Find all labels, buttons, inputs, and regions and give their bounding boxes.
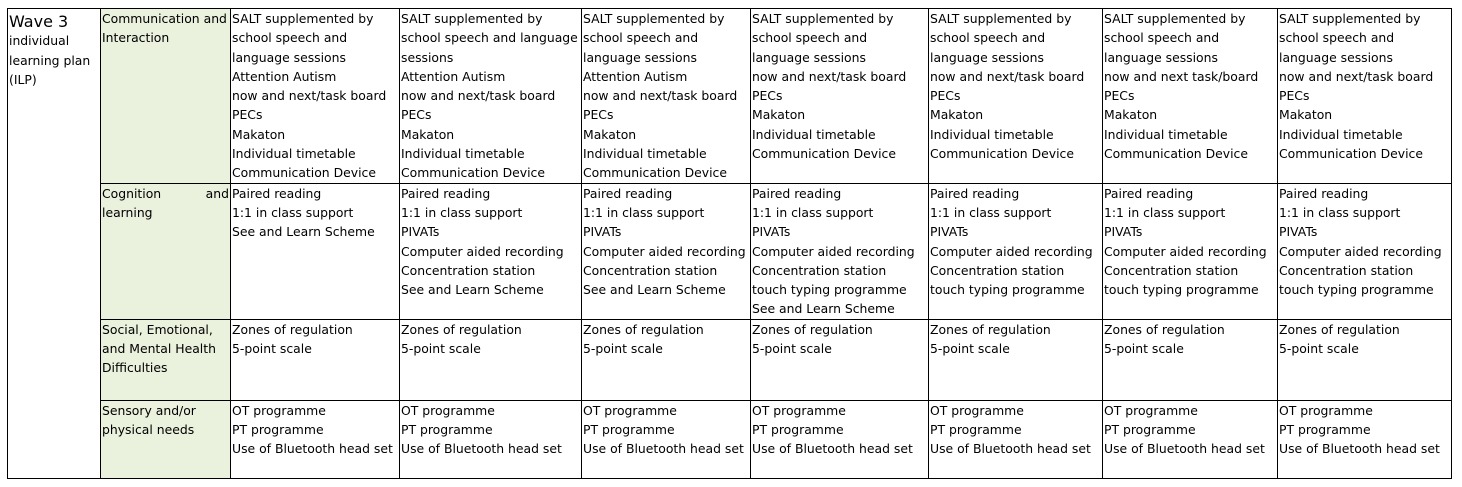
provision-item: Computer aided recording <box>1279 243 1442 259</box>
need-area-label: Social, Emotional, and Mental Health Difficulties <box>102 321 216 376</box>
provision-item: Concentration station <box>1279 262 1414 278</box>
provision-item: Use of Bluetooth head set <box>752 441 913 457</box>
ilp-provision-table <box>7 8 1452 479</box>
provision-item: Concentration station <box>583 262 718 278</box>
provision-item: PT programme <box>930 422 1022 438</box>
provision-item: Individual timetable <box>583 146 707 162</box>
provision-cell <box>400 9 582 184</box>
provision-item: 5-point scale <box>583 341 663 357</box>
provision-item: 5-point scale <box>1104 341 1184 357</box>
provision-item: Concentration station <box>930 262 1065 278</box>
provision-item: Paired reading <box>583 185 673 201</box>
provision-item: Computer aided recording <box>1104 243 1267 259</box>
provision-cell <box>1103 400 1278 478</box>
provision-item: now and next/task board <box>401 88 556 104</box>
provision-item: now and next/task board <box>752 68 907 84</box>
provision-item: Use of Bluetooth head set <box>930 441 1091 457</box>
provision-cell <box>751 319 929 400</box>
provision-item: PECs <box>930 88 961 104</box>
provision-item: Makaton <box>1104 107 1158 123</box>
provision-cell <box>231 9 400 184</box>
provision-item: Makaton <box>752 107 806 123</box>
provision-item: SALT supplemented by school speech and language sessions <box>1279 11 1421 65</box>
wave-title: Wave 3 <box>9 12 69 31</box>
provision-item: PIVATs <box>401 224 440 240</box>
provision-cell <box>929 319 1103 400</box>
provision-item: Use of Bluetooth head set <box>1279 441 1440 457</box>
provision-item: PECs <box>1104 88 1135 104</box>
provision-item: OT programme <box>583 402 677 418</box>
provision-item: PECs <box>752 88 783 104</box>
provision-item: 5-point scale <box>232 341 312 357</box>
provision-cell <box>582 9 751 184</box>
provision-cell <box>400 183 582 319</box>
provision-item: touch typing programme <box>1279 282 1434 298</box>
provision-cell <box>751 400 929 478</box>
need-area-label: Cognition and learning <box>102 185 229 220</box>
provision-item: OT programme <box>1104 402 1198 418</box>
provision-item: touch typing programme <box>752 282 907 298</box>
provision-cell <box>400 400 582 478</box>
provision-item: Zones of regulation <box>1279 321 1400 337</box>
provision-item: Concentration station <box>752 262 887 278</box>
provision-item: Attention Autism <box>232 68 337 84</box>
provision-cell <box>1103 319 1278 400</box>
provision-item: Communication Device <box>1279 146 1423 162</box>
provision-cell <box>1103 9 1278 184</box>
provision-cell <box>231 400 400 478</box>
need-area-cell <box>101 183 231 319</box>
provision-cell <box>582 400 751 478</box>
provision-item: 5-point scale <box>752 341 832 357</box>
provision-item: PT programme <box>1104 422 1196 438</box>
table-row-communication <box>8 9 1452 184</box>
provision-item: Communication Device <box>1104 146 1248 162</box>
provision-item: Paired reading <box>232 185 322 201</box>
provision-cell <box>1278 400 1452 478</box>
provision-item: PIVATs <box>1104 224 1143 240</box>
provision-item: Individual timetable <box>752 126 876 142</box>
provision-item: 1:1 in class support <box>232 204 354 220</box>
provision-item: Attention Autism <box>583 68 688 84</box>
provision-item: See and Learn Scheme <box>232 224 375 240</box>
provision-item: Attention Autism <box>401 68 506 84</box>
need-area-label: Sensory and/or physical needs <box>102 402 196 438</box>
provision-item: PT programme <box>752 422 844 438</box>
provision-item: Computer aided recording <box>583 243 746 259</box>
provision-item: 1:1 in class support <box>583 204 705 220</box>
provision-item: Concentration station <box>401 262 536 278</box>
provision-item: PIVATs <box>752 224 791 240</box>
provision-cell <box>1103 183 1278 319</box>
provision-item: OT programme <box>930 402 1024 418</box>
provision-item: PIVATs <box>1279 224 1318 240</box>
provision-item: Paired reading <box>752 185 842 201</box>
provision-item: PECs <box>232 107 263 123</box>
provision-item: Zones of regulation <box>752 321 873 337</box>
provision-item: PECs <box>1279 88 1310 104</box>
provision-item: Zones of regulation <box>401 321 522 337</box>
provision-item: Zones of regulation <box>1104 321 1225 337</box>
provision-cell <box>400 319 582 400</box>
provision-item: Use of Bluetooth head set <box>232 441 393 457</box>
provision-cell <box>582 319 751 400</box>
provision-item: Individual timetable <box>930 126 1054 142</box>
table-row-sensory <box>8 400 1452 478</box>
provision-cell <box>1278 183 1452 319</box>
provision-item: 1:1 in class support <box>401 204 523 220</box>
provision-item: PT programme <box>1279 422 1371 438</box>
provision-item: OT programme <box>1279 402 1373 418</box>
provision-item: 1:1 in class support <box>1104 204 1226 220</box>
provision-item: Communication Device <box>232 165 376 181</box>
provision-item: SALT supplemented by school speech and language sessions <box>232 11 374 65</box>
provision-item: 5-point scale <box>1279 341 1359 357</box>
provision-item: Use of Bluetooth head set <box>583 441 744 457</box>
provision-item: Communication Device <box>583 165 727 181</box>
provision-item: Individual timetable <box>1104 126 1228 142</box>
provision-item: Zones of regulation <box>232 321 353 337</box>
provision-item: Individual timetable <box>1279 126 1403 142</box>
provision-cell <box>929 400 1103 478</box>
need-area-label: Communication and Interaction <box>102 11 227 46</box>
provision-cell <box>231 319 400 400</box>
provision-cell <box>1278 9 1452 184</box>
provision-item: PT programme <box>232 422 324 438</box>
table-body <box>8 9 1452 479</box>
provision-item: Paired reading <box>401 185 491 201</box>
provision-cell <box>929 183 1103 319</box>
provision-item: PIVATs <box>930 224 969 240</box>
provision-item: now and next/task board <box>930 68 1085 84</box>
provision-item: Zones of regulation <box>930 321 1051 337</box>
provision-item: SALT supplemented by school speech and language sessions <box>1104 11 1246 65</box>
provision-item: now and next/task board <box>232 88 387 104</box>
provision-item: Paired reading <box>1279 185 1369 201</box>
provision-item: touch typing programme <box>1104 282 1259 298</box>
provision-item: Makaton <box>1279 107 1333 123</box>
provision-item: now and next/task board <box>583 88 738 104</box>
provision-item: See and Learn Scheme <box>401 282 544 298</box>
provision-item: SALT supplemented by school speech and language sessions <box>930 11 1072 65</box>
provision-item: SALT supplemented by school speech and language sessions <box>401 11 578 65</box>
provision-item: 5-point scale <box>401 341 481 357</box>
wave-subtitle: individual learning plan (ILP) <box>9 33 91 87</box>
provision-item: Communication Device <box>401 165 545 181</box>
provision-item: See and Learn Scheme <box>583 282 726 298</box>
provision-item: SALT supplemented by school speech and language sessions <box>583 11 725 65</box>
table-row-cognition <box>8 183 1452 319</box>
provision-item: now and next task/board <box>1104 68 1259 84</box>
table-row-semh <box>8 319 1452 400</box>
provision-item: 1:1 in class support <box>752 204 874 220</box>
provision-item: See and Learn Scheme <box>752 301 895 317</box>
provision-cell <box>929 9 1103 184</box>
provision-item: OT programme <box>401 402 495 418</box>
provision-item: now and next/task board <box>1279 68 1434 84</box>
provision-item: Computer aided recording <box>752 243 915 259</box>
provision-item: PECs <box>583 107 614 123</box>
need-area-cell <box>101 9 231 184</box>
provision-cell <box>582 183 751 319</box>
provision-cell <box>231 183 400 319</box>
provision-item: Paired reading <box>930 185 1020 201</box>
wave-label-cell <box>8 9 101 479</box>
provision-item: Concentration station <box>1104 262 1239 278</box>
provision-item: Computer aided recording <box>401 243 564 259</box>
provision-item: 1:1 in class support <box>930 204 1052 220</box>
provision-item: Use of Bluetooth head set <box>1104 441 1265 457</box>
provision-item: Zones of regulation <box>583 321 704 337</box>
provision-item: PIVATs <box>583 224 622 240</box>
need-area-cell <box>101 400 231 478</box>
provision-item: 5-point scale <box>930 341 1010 357</box>
need-area-cell <box>101 319 231 400</box>
provision-item: 1:1 in class support <box>1279 204 1401 220</box>
provision-item: Computer aided recording <box>930 243 1093 259</box>
provision-item: OT programme <box>752 402 846 418</box>
provision-item: Makaton <box>930 107 984 123</box>
provision-item: Use of Bluetooth head set <box>401 441 562 457</box>
provision-item: OT programme <box>232 402 326 418</box>
provision-item: Communication Device <box>752 146 896 162</box>
provision-item: Makaton <box>401 126 455 142</box>
provision-item: Individual timetable <box>401 146 525 162</box>
provision-item: PECs <box>401 107 432 123</box>
provision-cell <box>751 183 929 319</box>
provision-item: touch typing programme <box>930 282 1085 298</box>
provision-item: PT programme <box>401 422 493 438</box>
provision-item: Paired reading <box>1104 185 1194 201</box>
provision-item: Communication Device <box>930 146 1074 162</box>
provision-item: SALT supplemented by school speech and language sessions <box>752 11 894 65</box>
provision-item: PT programme <box>583 422 675 438</box>
provision-cell <box>1278 319 1452 400</box>
provision-item: Individual timetable <box>232 146 356 162</box>
provision-item: Makaton <box>232 126 286 142</box>
provision-item: Makaton <box>583 126 637 142</box>
provision-cell <box>751 9 929 184</box>
